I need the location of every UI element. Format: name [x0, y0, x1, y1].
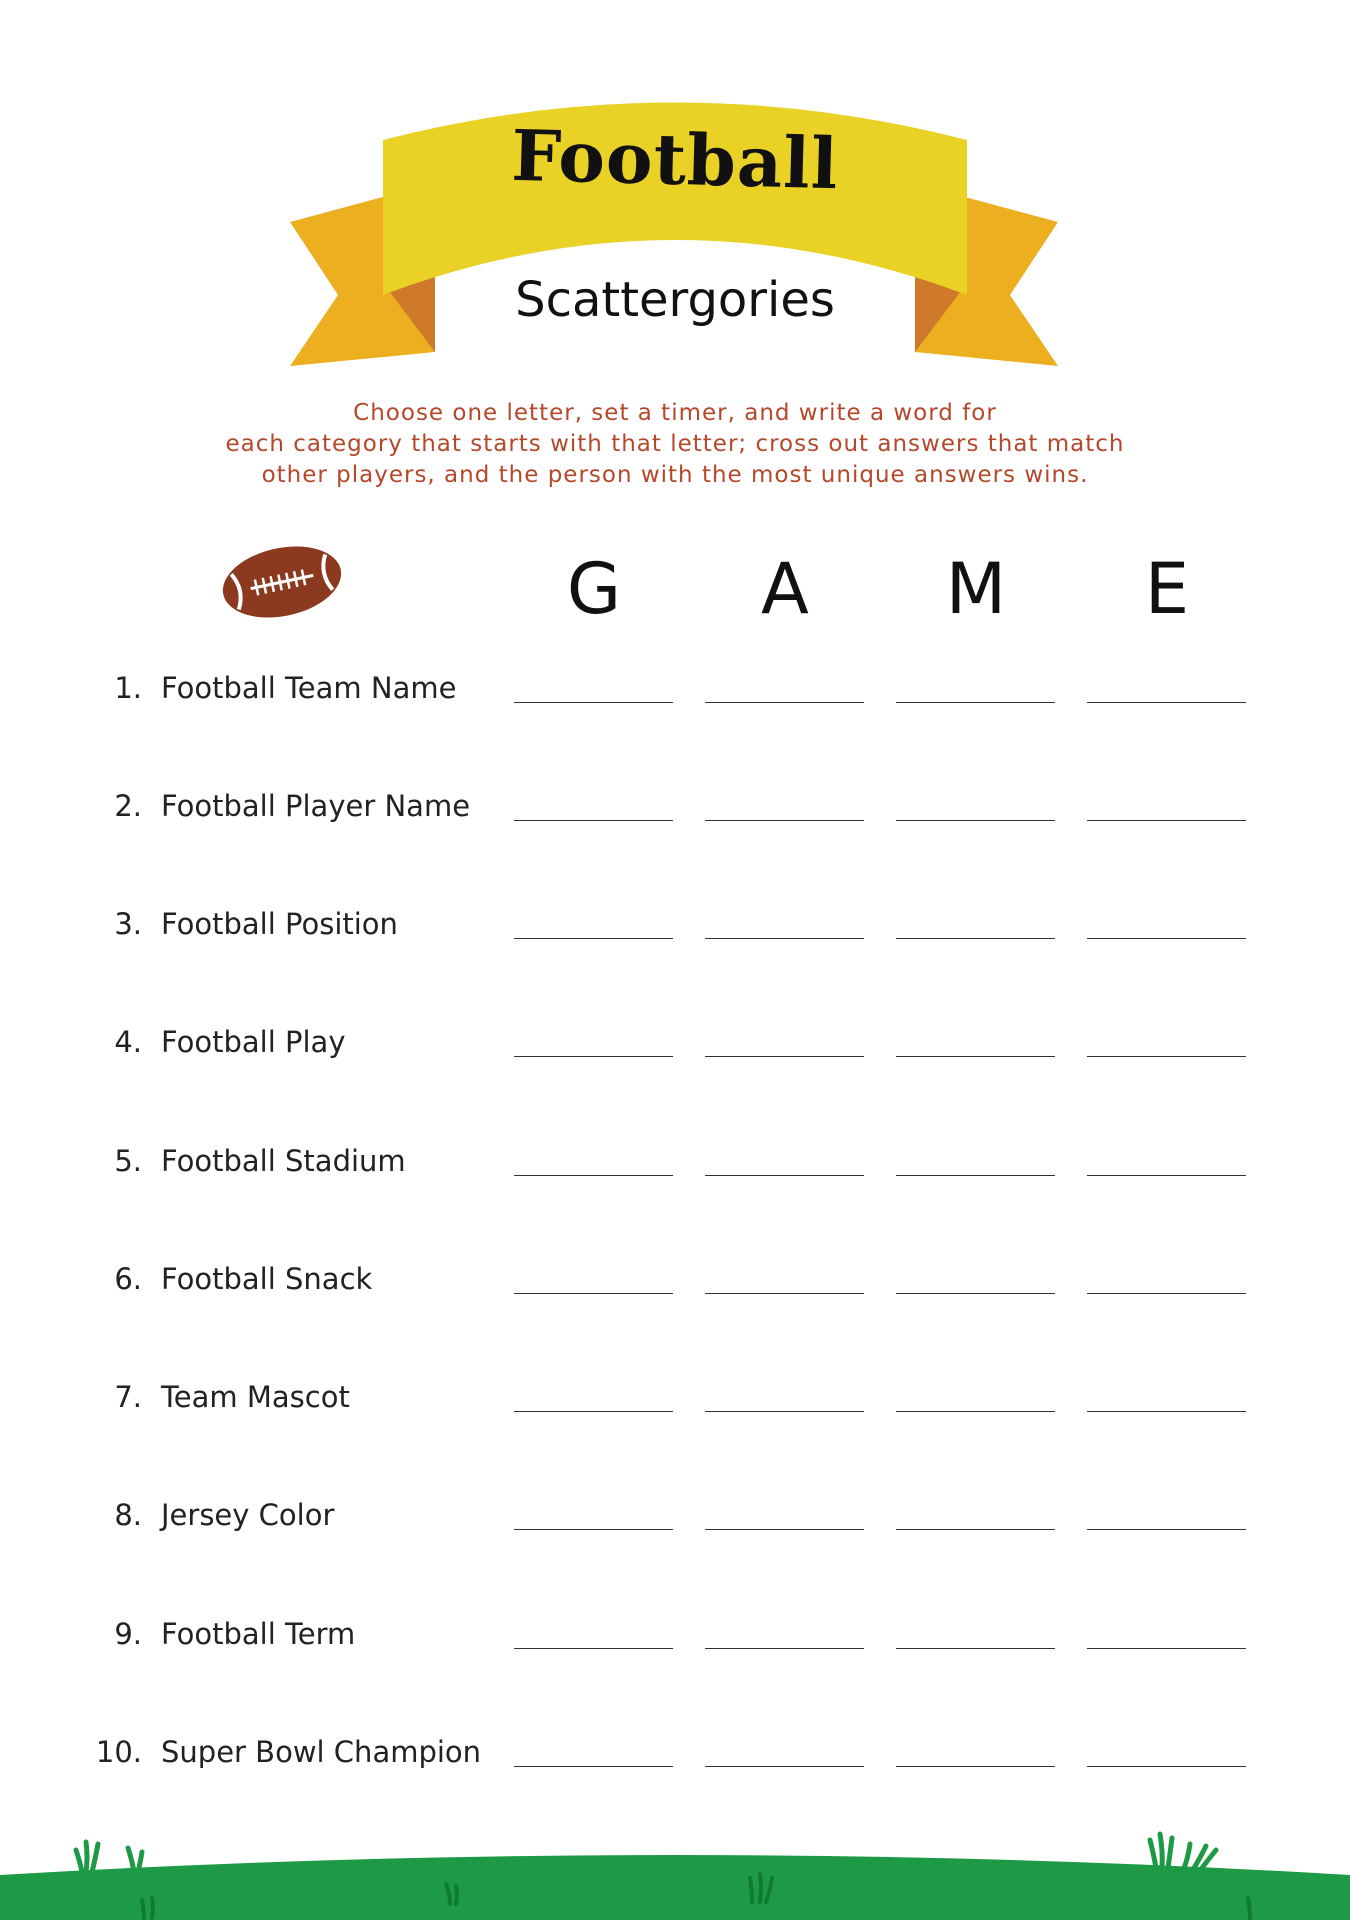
column-letter: A [761, 548, 809, 630]
answer-blank[interactable] [514, 1648, 673, 1649]
answer-blank[interactable] [896, 1529, 1055, 1530]
category-number: 7. [114, 1380, 142, 1414]
answer-blank[interactable] [705, 1175, 864, 1176]
category-row [0, 1262, 1350, 1322]
category-number: 2. [114, 789, 142, 823]
category-row [0, 789, 1350, 849]
answer-blank[interactable] [1087, 1056, 1246, 1057]
answer-blank[interactable] [514, 1293, 673, 1294]
answer-blank[interactable] [1087, 1529, 1246, 1530]
category-row [0, 1498, 1350, 1558]
answer-blank[interactable] [1087, 1648, 1246, 1649]
answer-blank[interactable] [1087, 1766, 1246, 1767]
answer-blank[interactable] [1087, 1411, 1246, 1412]
answer-blank[interactable] [514, 1056, 673, 1057]
column-letter: G [566, 548, 622, 630]
instructions-text [150, 398, 1200, 491]
category-number: 10. [95, 1735, 142, 1769]
category-number: 9. [114, 1617, 142, 1651]
answer-blank[interactable] [705, 1529, 864, 1530]
instructions-line: each category that starts with that letter; cross out answers that match [225, 431, 1125, 457]
answer-blank[interactable] [705, 1411, 864, 1412]
football-icon [220, 540, 345, 625]
answer-blank[interactable] [1087, 702, 1246, 703]
answer-blank[interactable] [1087, 1175, 1246, 1176]
grass-hill [0, 1855, 1350, 1920]
category-row [0, 1617, 1350, 1677]
column-letter: M [945, 548, 1007, 630]
answer-blank[interactable] [896, 938, 1055, 939]
column-letter: E [1144, 548, 1190, 630]
category-label: Football Player Name [161, 789, 471, 823]
category-row [0, 1025, 1350, 1085]
category-label: Football Term [161, 1617, 356, 1651]
answer-blank[interactable] [514, 702, 673, 703]
answer-blank[interactable] [705, 1056, 864, 1057]
grass-tuft-icon [76, 1842, 142, 1872]
category-label: Football Stadium [161, 1144, 406, 1178]
grass-ground [0, 1820, 1350, 1920]
answer-blank[interactable] [514, 820, 673, 821]
answer-blank[interactable] [896, 1766, 1055, 1767]
answer-blank[interactable] [1087, 938, 1246, 939]
answer-blank[interactable] [705, 820, 864, 821]
category-row [0, 1380, 1350, 1440]
answer-blank[interactable] [514, 1175, 673, 1176]
instructions-line: other players, and the person with the most unique answers wins. [261, 462, 1089, 488]
category-number: 4. [114, 1025, 142, 1059]
answer-blank[interactable] [1087, 1293, 1246, 1294]
category-number: 3. [114, 907, 142, 941]
category-number: 1. [114, 671, 142, 705]
category-label: Team Mascot [161, 1380, 350, 1414]
category-row [0, 907, 1350, 967]
page-title: Football [510, 113, 840, 206]
category-row [0, 1735, 1350, 1795]
answer-blank[interactable] [896, 1175, 1055, 1176]
page-subtitle: Scattergories [515, 272, 835, 328]
category-label: Jersey Color [161, 1498, 335, 1532]
grass-tuft-icon [1150, 1834, 1216, 1868]
answer-blank[interactable] [705, 1766, 864, 1767]
category-number: 6. [114, 1262, 142, 1296]
category-number: 8. [114, 1498, 142, 1532]
answer-blank[interactable] [514, 1411, 673, 1412]
answer-blank[interactable] [896, 702, 1055, 703]
answer-blank[interactable] [896, 1411, 1055, 1412]
instructions-line: Choose one letter, set a timer, and write a word for [353, 400, 997, 426]
category-label: Football Team Name [161, 671, 457, 705]
category-label: Football Position [161, 907, 398, 941]
answer-blank[interactable] [705, 938, 864, 939]
category-label: Football Play [161, 1025, 346, 1059]
answer-blank[interactable] [705, 1293, 864, 1294]
category-label: Football Snack [161, 1262, 373, 1296]
answer-blank[interactable] [705, 702, 864, 703]
category-row [0, 671, 1350, 731]
category-row [0, 1144, 1350, 1204]
answer-blank[interactable] [705, 1648, 864, 1649]
answer-blank[interactable] [514, 1766, 673, 1767]
answer-blank[interactable] [896, 1648, 1055, 1649]
answer-blank[interactable] [896, 1293, 1055, 1294]
category-label: Super Bowl Champion [161, 1735, 482, 1769]
answer-blank[interactable] [514, 938, 673, 939]
answer-blank[interactable] [1087, 820, 1246, 821]
answer-blank[interactable] [896, 1056, 1055, 1057]
answer-blank[interactable] [896, 820, 1055, 821]
answer-blank[interactable] [514, 1529, 673, 1530]
category-number: 5. [114, 1144, 142, 1178]
